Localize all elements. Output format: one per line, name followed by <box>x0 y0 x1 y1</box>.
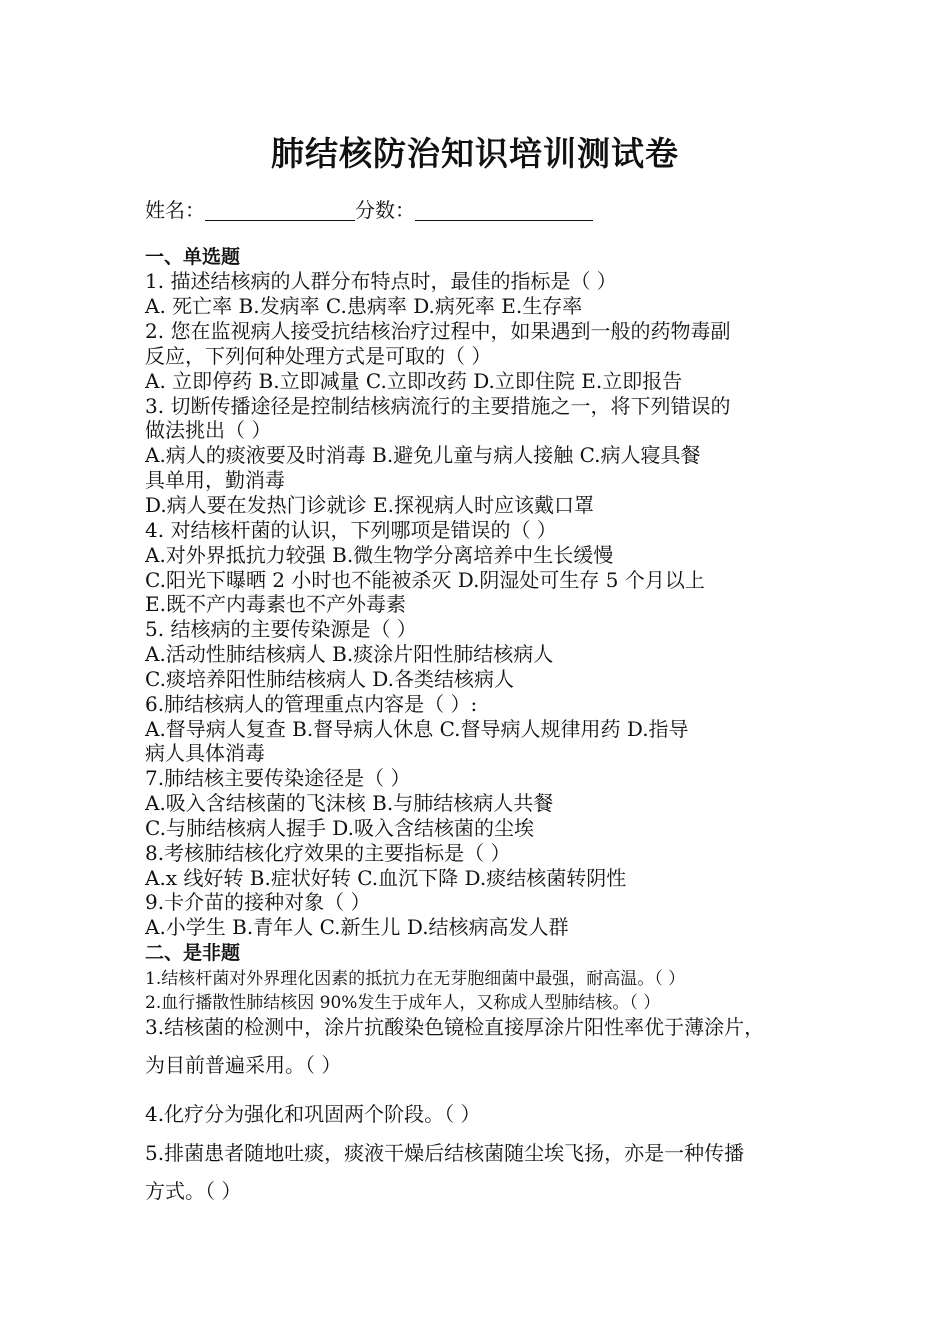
page-title: 肺结核防治知识培训测试卷 <box>271 134 679 173</box>
question-line: 1. 描述结核病的人群分布特点时，最佳的指标是（ ） <box>145 269 617 293</box>
question-line: 4. 对结核杆菌的认识，下列哪项是错误的（ ） <box>145 518 557 542</box>
question-line: 5. 结核病的主要传染源是（ ） <box>145 617 417 641</box>
statement-line: 5.排菌患者随地吐痰，痰液干燥后结核菌随尘埃飞扬，亦是一种传播 <box>145 1141 745 1165</box>
statement-line: 2.血行播散性肺结核因 90%发生于成年人，又称成人型肺结核。（ ） <box>145 993 661 1013</box>
question-line: 2. 您在监视病人接受抗结核治疗过程中，如果遇到一般的药物毒副 <box>145 319 731 343</box>
statement-line: 1.结核杆菌对外界理化因素的抵抗力在无芽胞细菌中最强，耐高温。（ ） <box>145 969 686 989</box>
question-line: 3. 切断传播途径是控制结核病流行的主要措施之一，将下列错误的 <box>145 394 731 418</box>
option-line: A.小学生 B.青年人 C.新生儿 D.结核病高发人群 <box>145 915 569 939</box>
option-line: A.病人的痰液要及时消毒 B.避免儿童与病人接触 C.病人寝具餐 <box>145 443 701 467</box>
option-line: E.既不产内毒素也不产外毒素 <box>145 592 406 616</box>
question-line: 反应，下列何种处理方式是可取的（ ） <box>145 344 492 368</box>
question-line: 做法挑出（ ） <box>145 418 272 442</box>
name-field[interactable] <box>205 200 355 221</box>
option-line: A. 死亡率 B.发病率 C.患病率 D.病死率 E.生存率 <box>145 294 583 318</box>
option-line: D.病人要在发热门诊就诊 E.探视病人时应该戴口罩 <box>145 493 594 517</box>
statement-line: 方式。（ ） <box>145 1179 242 1203</box>
option-line: C.痰培养阳性肺结核病人 D.各类结核病人 <box>145 667 514 691</box>
name-score-row <box>145 198 593 222</box>
statement-line: 4.化疗分为强化和巩固两个阶段。（ ） <box>145 1102 481 1126</box>
name-label: 姓名： <box>145 198 205 222</box>
question-line: 9.卡介苗的接种对象（ ） <box>145 890 371 914</box>
option-line: A.吸入含结核菌的飞沫核 B.与肺结核病人共餐 <box>145 791 554 815</box>
question-line: 8.考核肺结核化疗效果的主要指标是（ ） <box>145 841 511 865</box>
question-line: 7.肺结核主要传染途径是（ ） <box>145 766 411 790</box>
option-line: A.x 线好转 B.症状好转 C.血沉下降 D.痰结核菌转阴性 <box>145 866 627 890</box>
option-line: A. 立即停药 B.立即减量 C.立即改药 D.立即住院 E.立即报告 <box>145 369 683 393</box>
statement-line: 为目前普遍采用。（ ） <box>145 1053 342 1077</box>
option-line: A.督导病人复查 B.督导病人休息 C.督导病人规律用药 D.指导 <box>145 717 689 741</box>
option-line: C.与肺结核病人握手 D.吸入含结核菌的尘埃 <box>145 816 534 840</box>
option-line: C.阳光下曝晒 2 小时也不能被杀灭 D.阴湿处可生存 5 个月以上 <box>145 568 705 592</box>
section-heading-single-choice: 一、单选题 <box>145 246 241 268</box>
score-field[interactable] <box>415 200 593 221</box>
option-line: A.对外界抵抗力较强 B.微生物学分离培养中生长缓慢 <box>145 543 614 567</box>
score-label: 分数： <box>355 198 415 222</box>
question-line: 6.肺结核病人的管理重点内容是（ ）: <box>145 692 478 716</box>
statement-line: 3.结核菌的检测中，涂片抗酸染色镜检直接厚涂片阳性率优于薄涂片， <box>145 1015 765 1039</box>
section-heading-true-false: 二、是非题 <box>145 942 241 964</box>
option-line: A.活动性肺结核病人 B.痰涂片阳性肺结核病人 <box>145 642 554 666</box>
option-line: 病人具体消毒 <box>145 741 265 765</box>
option-line: 具单用，勤消毒 <box>145 468 285 492</box>
